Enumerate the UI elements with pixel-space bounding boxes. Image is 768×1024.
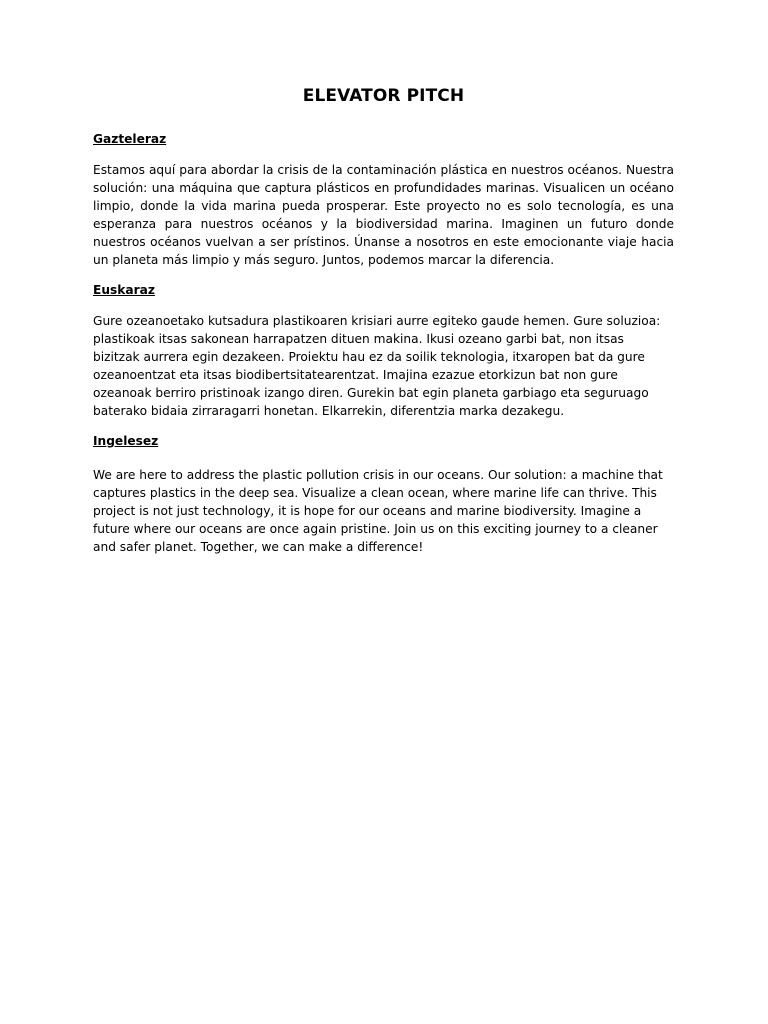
section-heading-basque: Euskaraz	[93, 283, 155, 297]
document-title: ELEVATOR PITCH	[302, 86, 465, 106]
section-basque	[93, 283, 674, 420]
section-text-spanish: Estamos aquí para abordar la crisis de la contaminación plástica en nuestros océanos. Nuestra solución: una máquina que captura plásticos en profundidades marinas. Visualicen un océano limpio, donde la vida marina pueda prosperar. Este proyecto no es solo tecnología, es una esperanza para nuestros océanos y la biodiversidad marina. Imaginen un futuro donde nuestros océanos vuelvan a ser prístinos. Únanse a nosotros en este emocionante viaje hacia un planeta más limpio y más seguro. Juntos, podemos marcar la diferencia.	[93, 163, 674, 267]
section-spanish	[93, 132, 674, 269]
section-english	[93, 434, 674, 556]
section-heading-english: Ingelesez	[93, 434, 159, 448]
section-heading-spanish: Gazteleraz	[93, 132, 167, 146]
section-text-english: We are here to address the plastic pollution crisis in our oceans. Our solution: a machine that captures plastics in the deep sea. Visualize a clean ocean, where marine life can thrive. This project is not just technology, it is hope for our oceans and marine biodiversity. Imagine a future where our oceans are once again pristine. Join us on this exciting journey to a cleaner and safer planet. Together, we can make a difference!	[93, 468, 663, 554]
section-text-basque: Gure ozeanoetako kutsadura plastikoaren krisiari aurre egiteko gaude hemen. Gure soluzioa: plastikoak itsas sakonean harrapatzen dituen makina. Ikusi ozeano garbi bat, non itsas bizitzak aurrera egin dezakeen. Proiektu hau ez da soilik teknologia, itxaropen bat da gure ozeanoentzat eta itsas biodibertsitatearentzat. Imajina ezazue etorkizun bat non gure ozeanoak berriro pristinoak izango diren. Gurekin bat egin planeta garbiago eta seguruago baterako bidaia zirraragarri honetan. Elkarrekin, diferentzia marka dezakegu.	[93, 314, 661, 418]
document-page	[93, 86, 674, 570]
